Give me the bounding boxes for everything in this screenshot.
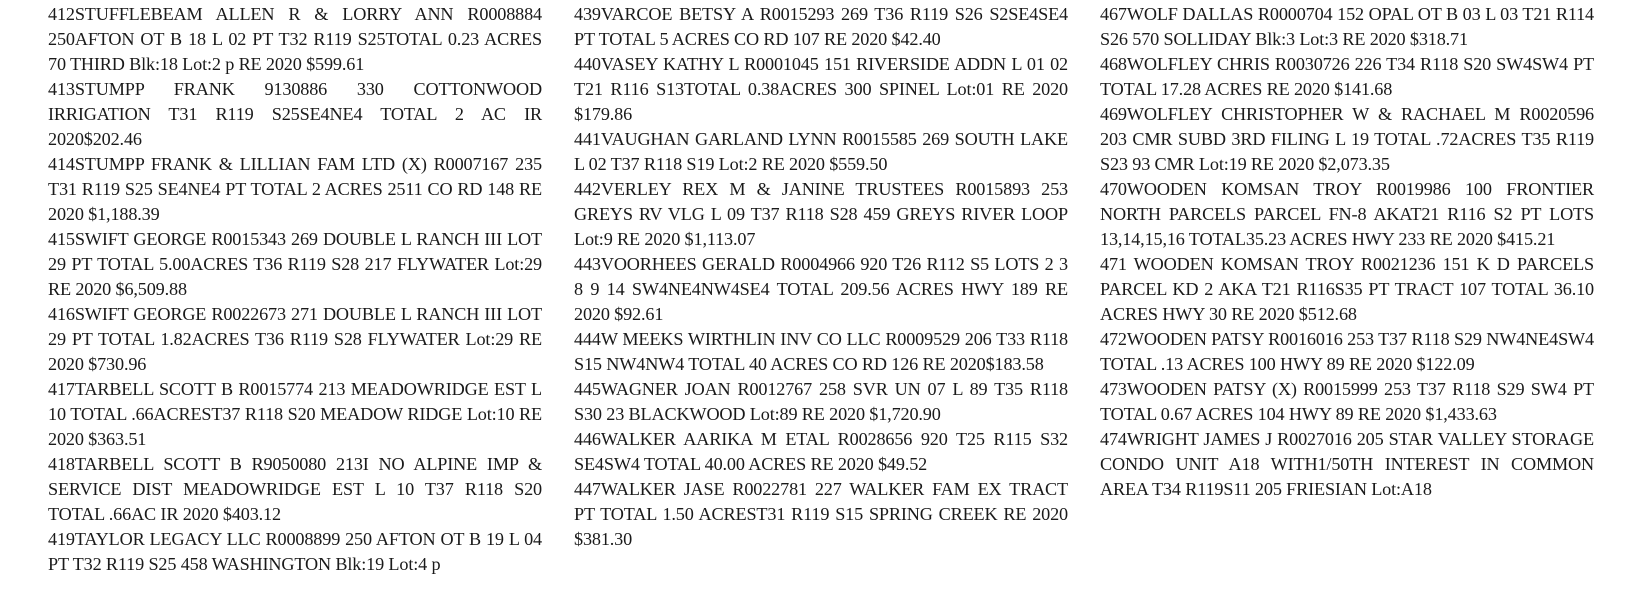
list-entry: 439VARCOE BETSY A R0015293 269 T36 R119 S26 S2SE4SE4 PT TOTAL 5 ACRES CO RD 107 RE 2020 $42.40 bbox=[574, 4, 1068, 49]
list-entry: 413STUMPP FRANK 9130886 330 COTTONWOOD IRRIGATION T31 R119 S25SE4NE4 TOTAL 2 AC IR 2020$202.46 bbox=[48, 79, 542, 149]
list-entry: 442VERLEY REX M & JANINE TRUSTEES R0015893 253 GREYS RV VLG L 09 T37 R118 S28 459 GREYS RIVER LOOP Lot:9 RE 2020 $1,113.07 bbox=[574, 179, 1068, 249]
list-entry: 414STUMPP FRANK & LILLIAN FAM LTD (X) R0007167 235 T31 R119 S25 SE4NE4 PT TOTAL 2 ACRES 2511 CO RD 148 RE 2020 $1,188.39 bbox=[48, 154, 542, 224]
column-2 bbox=[574, 2, 1068, 552]
list-entry: 470WOODEN KOMSAN TROY R0019986 100 FRONTIER NORTH PARCELS PARCEL FN-8 AKAT21 R116 S2 PT LOTS 13,14,15,16 TOTAL35.23 ACRES HWY 233 RE 2020 $415.21 bbox=[1100, 179, 1594, 249]
list-entry: 445WAGNER JOAN R0012767 258 SVR UN 07 L 89 T35 R118 S30 23 BLACKWOOD Lot:89 RE 2020 $1,720.90 bbox=[574, 379, 1068, 424]
list-entry: 441VAUGHAN GARLAND LYNN R0015585 269 SOUTH LAKE L 02 T37 R118 S19 Lot:2 RE 2020 $559.50 bbox=[574, 129, 1068, 174]
column-1 bbox=[48, 2, 542, 577]
list-entry: 446WALKER AARIKA M ETAL R0028656 920 T25 R115 S32 SE4SW4 TOTAL 40.00 ACRES RE 2020 $49.52 bbox=[574, 429, 1068, 474]
list-entry: 472WOODEN PATSY R0016016 253 T37 R118 S29 NW4NE4SW4 TOTAL .13 ACRES 100 HWY 89 RE 2020 $122.09 bbox=[1100, 329, 1594, 374]
list-entry: 416SWIFT GEORGE R0022673 271 DOUBLE L RANCH III LOT 29 PT TOTAL 1.82ACRES T36 R119 S28 FLYWATER Lot:29 RE 2020 $730.96 bbox=[48, 304, 542, 374]
list-entry: 412STUFFLEBEAM ALLEN R & LORRY ANN R0008884 250AFTON OT B 18 L 02 PT T32 R119 S25TOTAL 0.23 ACRES 70 THIRD Blk:18 Lot:2 p RE 2020 $599.61 bbox=[48, 4, 542, 74]
list-entry: 471 WOODEN KOMSAN TROY R0021236 151 K D PARCELS PARCEL KD 2 AKA T21 R116S35 PT TRACT 107 TOTAL 36.10 ACRES HWY 30 RE 2020 $512.68 bbox=[1100, 254, 1594, 324]
list-entry: 473WOODEN PATSY (X) R0015999 253 T37 R118 S29 SW4 PT TOTAL 0.67 ACRES 104 HWY 89 RE 2020 $1,433.63 bbox=[1100, 379, 1594, 424]
list-entry: 440VASEY KATHY L R0001045 151 RIVERSIDE ADDN L 01 02 T21 R116 S13TOTAL 0.38ACRES 300 SPINEL Lot:01 RE 2020 $179.86 bbox=[574, 54, 1068, 124]
list-entry: 467WOLF DALLAS R0000704 152 OPAL OT B 03 L 03 T21 R114 S26 570 SOLLIDAY Blk:3 Lot:3 RE 2020 $318.71 bbox=[1100, 4, 1594, 49]
list-entry: 469WOLFLEY CHRISTOPHER W & RACHAEL M R0020596 203 CMR SUBD 3RD FILING L 19 TOTAL .72ACRES T35 R119 S23 93 CMR Lot:19 RE 2020 $2,073.35 bbox=[1100, 104, 1594, 174]
list-entry: 474WRIGHT JAMES J R0027016 205 STAR VALLEY STORAGE CONDO UNIT A18 WITH1/50TH INTEREST IN COMMON AREA T34 R119S11 205 FRIESIAN Lot:A18 bbox=[1100, 429, 1594, 499]
list-entry: 419TAYLOR LEGACY LLC R0008899 250 AFTON OT B 19 L 04 PT T32 R119 S25 458 WASHINGTON Blk:19 Lot:4 p bbox=[48, 529, 542, 574]
list-entry: 417TARBELL SCOTT B R0015774 213 MEADOWRIDGE EST L 10 TOTAL .66ACREST37 R118 S20 MEADOW RIDGE Lot:10 RE 2020 $363.51 bbox=[48, 379, 542, 449]
list-entry: 443VOORHEES GERALD R0004966 920 T26 R112 S5 LOTS 2 3 8 9 14 SW4NE4NW4SE4 TOTAL 209.56 ACRES HWY 189 RE 2020 $92.61 bbox=[574, 254, 1068, 324]
list-entry: 468WOLFLEY CHRIS R0030726 226 T34 R118 S20 SW4SW4 PT TOTAL 17.28 ACRES RE 2020 $141.68 bbox=[1100, 54, 1594, 99]
list-entry: 444W MEEKS WIRTHLIN INV CO LLC R0009529 206 T33 R118 S15 NW4NW4 TOTAL 40 ACRES CO RD 126 RE 2020$183.58 bbox=[574, 329, 1068, 374]
list-entry: 447WALKER JASE R0022781 227 WALKER FAM EX TRACT PT TOTAL 1.50 ACREST31 R119 S15 SPRING CREEK RE 2020 $381.30 bbox=[574, 479, 1068, 549]
list-entry: 415SWIFT GEORGE R0015343 269 DOUBLE L RANCH III LOT 29 PT TOTAL 5.00ACRES T36 R119 S28 217 FLYWATER Lot:29 RE 2020 $6,509.88 bbox=[48, 229, 542, 299]
list-entry: 418TARBELL SCOTT B R9050080 213I NO ALPINE IMP & SERVICE DIST MEADOWRIDGE EST L 10 T37 R118 S20 TOTAL .66AC IR 2020 $403.12 bbox=[48, 454, 542, 524]
column-3 bbox=[1100, 2, 1594, 502]
